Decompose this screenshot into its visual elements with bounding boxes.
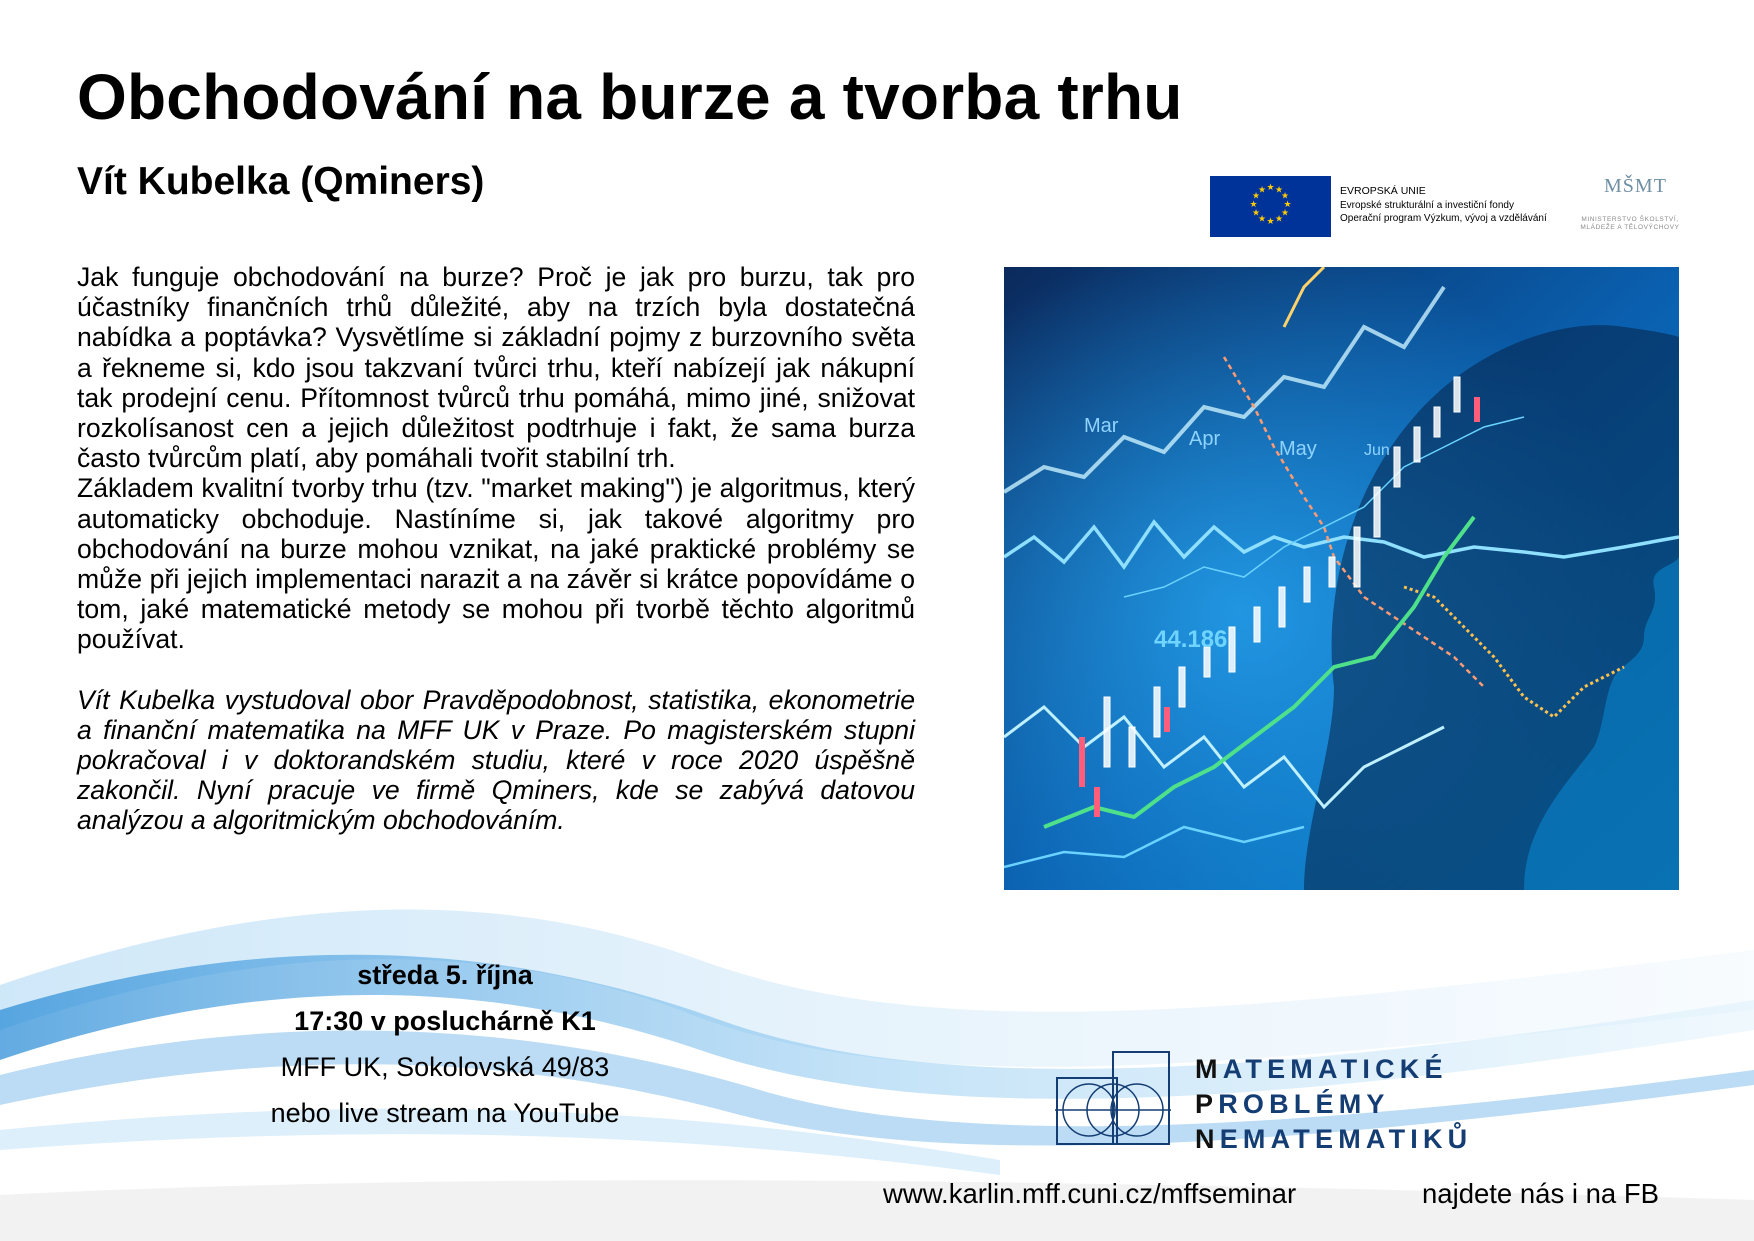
msmt-line2: MLÁDEŽE A TĚLOVÝCHOVY (1580, 224, 1680, 231)
svg-text:★: ★ (1266, 183, 1275, 193)
svg-text:★: ★ (1280, 208, 1290, 219)
finance-illustration (1004, 267, 1679, 890)
event-time-place: 17:30 v posluchárně K1 (294, 1006, 596, 1036)
abstract-paragraph-2: Základem kvalitní tvorby trhu (tzv. "market making") je algoritmus, který automaticky obchoduje. Nastíníme si, jak takové algoritmy pro obchodování na burze mohou vznikat, na jaké praktické problémy se může při jejich implementaci narazit a na závěr si krátce popovídáme o tom, jaké matematické metody se mohou při tvorbě těchto algoritmů používat. (77, 473, 915, 655)
speaker-bio: Vít Kubelka vystudoval obor Pravděpodobnost, statistika, ekonometrie a finanční matematika na MFF UK v Praze. Po magisterském stupni pokračoval i v doktorandském studiu, které v roce 2020 úspěšně zakončil. Nyní pracuje ve firmě Qminers, kde se zabývá datovou analýzou a algoritmickým obchodováním. (77, 684, 915, 836)
illustration-month-3: May (1279, 438, 1317, 460)
svg-text:★: ★ (1251, 208, 1261, 219)
svg-text:★: ★ (1283, 200, 1292, 210)
series-logo (1055, 1050, 1475, 1154)
svg-text:★: ★ (1280, 191, 1290, 202)
series-logo-line2: PROBLÉMY (1195, 1089, 1390, 1119)
msmt-logo (1570, 174, 1690, 240)
footer-fb: najdete nás i na FB (1422, 1178, 1659, 1209)
event-stream: nebo live stream na YouTube (270, 1098, 620, 1128)
eu-flag-icon (1210, 176, 1331, 237)
svg-text:★: ★ (1257, 185, 1267, 196)
footer-url[interactable]: www.karlin.mff.cuni.cz/mffseminar (883, 1178, 1297, 1209)
msmt-line1: MINISTERSTVO ŠKOLSTVÍ, (1581, 216, 1679, 223)
svg-text:★: ★ (1251, 191, 1261, 202)
event-info (170, 952, 720, 1136)
svg-text:★: ★ (1249, 200, 1258, 210)
svg-text:★: ★ (1266, 217, 1275, 227)
series-logo-line1: MATEMATICKÉ (1195, 1054, 1448, 1084)
svg-text:★: ★ (1274, 214, 1284, 225)
abstract-paragraph-1: Jak funguje obchodování na burze? Proč je jak pro burzu, tak pro účastníky finančních trhů důležité, aby na trzích byla dostatečná nabídka a poptávka? Vysvětlíme si základní pojmy z burzovního světa a řekneme si, kdo jsou takzvaní tvůrci trhu, kteří nabízejí jak nákupní tak prodejní cenu. Přítomnost tvůrců trhu pomáhá, mimo jiné, snižovat rozkolísanost cen a jejich důležitost podtrhuje i fakt, že sama burza často tvůrcům platí, aby pomáhali tvořit stabilní trh. (77, 262, 915, 474)
msmt-mark: MŠMT (1604, 175, 1667, 197)
series-logo-icon (1055, 1050, 1175, 1146)
svg-text:★: ★ (1274, 185, 1284, 196)
head-chart-image (1004, 267, 1679, 890)
page-title: Obchodování na burze a tvorba trhu (77, 61, 1183, 133)
speaker-subtitle: Vít Kubelka (Qminers) (77, 160, 485, 203)
eu-logo-line1: EVROPSKÁ UNIE (1340, 185, 1426, 197)
eu-logo-line2: Evropské strukturální a investiční fondy (1340, 199, 1514, 211)
eu-logo-line3: Operační program Výzkum, vývoj a vzdělávání (1340, 213, 1547, 224)
illustration-month-1: Mar (1084, 415, 1119, 437)
illustration-month-2: Apr (1189, 428, 1221, 450)
event-address: MFF UK, Sokolovská 49/83 (280, 1052, 610, 1082)
svg-text:★: ★ (1257, 214, 1267, 225)
abstract-text (77, 262, 915, 836)
illustration-month-4: Jun (1364, 442, 1390, 459)
series-logo-line3: NEMATEMATIKŮ (1195, 1124, 1473, 1154)
event-date: středa 5. října (357, 960, 533, 990)
illustration-value-label: 44.186 (1154, 626, 1228, 653)
eu-logo (1210, 176, 1570, 238)
